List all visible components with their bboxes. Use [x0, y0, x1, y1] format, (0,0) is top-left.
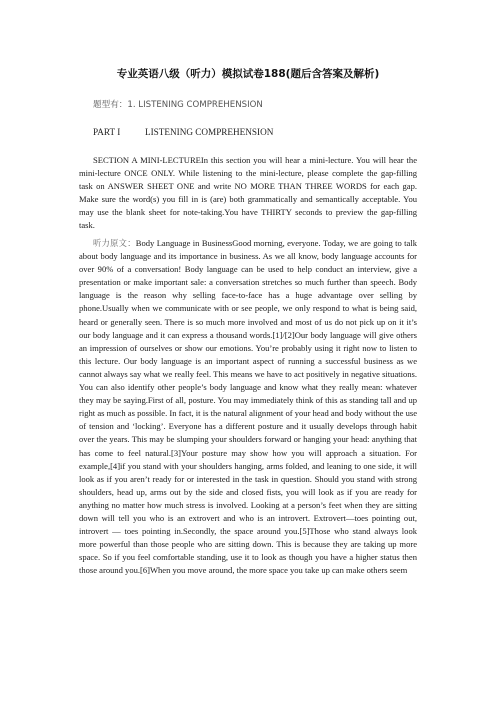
- part-heading: [93, 127, 273, 137]
- transcript-label: 听力原文：: [93, 238, 136, 248]
- transcript-paragraph: [79, 237, 417, 577]
- part-title: LISTENING COMPREHENSION: [145, 127, 274, 137]
- section-instructions: SECTION A MINI-LECTUREIn this section you will hear a mini-lecture. You will hear the mini-lecture ONCE ONLY. While listening to the mini-lecture, please complete the gap-filling task on ANSWER SHEET ONE and write NO MORE THAN THREE WORDS for each gap. Make sure the word(s) you fill in is (are) both grammatically and semantically acceptable. You may use the blank sheet for note-taking.You have THIRTY seconds to preview the gap-filling task.: [79, 155, 417, 231]
- question-type-line: 题型有：1. LISTENING COMPREHENSION: [93, 100, 263, 110]
- part-label: PART I: [93, 127, 121, 137]
- transcript-text: Body Language in BusinessGood morning, everyone. Today, we are going to talk about body language and its importance in business. As we all know, body language accounts for over 90% of a conversation! Body language can be used to help conduct an interview, give a presentation or make important sale: a conversation stretches so much further than speech. Body language is the reason why selling face-to-face has a huge advantage over selling by phone.Usually when we communicate with or see people, we only respond to what is being said, heard or generally seen. There is so much more involved and most of us do not pick up on it it’s our body language and it can express a thousand words.[1]/[2]Our body language will give others an impression of ourselves or show our emotions. You’re probably using it right now to listen to this lecture. Our body language is an important aspect of running a successful business as we cannot always say what we really feel. This means we have to act positively in negative situations. You can also identify other people’s body language and know what they really mean: whatever they may be saying.First of all, posture. You may immediately think of this as standing tall and up right as much as possible. In fact, it is the natural alignment of your head and body without the use of tension and ‘locking’. Everyone has a different posture and it usually develops through habit over the years. This may be slumping your shoulders forward or hanging your head: anything that has come to feel natural.[3]Your posture may show how you will approach a situation. For example,[4]if you stand with your shoulders hanging, arms folded, and leaning to one side, it will look as if you aren’t ready for or interested in the task in question. Should you stand with strong shoulders, head up, arms out by the side and closed fists, you will look as if you are ready for anything no matter how much stress is involved. Looking at a person’s feet when they are sitting down will tell you who is an extrovert and who is an introvert. Extrovert—toes pointing out, introvert — toes pointing in.Secondly, the space around you.[5]Those who stand always look more powerful than those people who are sitting down. This is because they are taking up more space. So if you feel comfortable standing, use it to look as though you have a higher status then those around you.[6]When you move around, the more space you take up can make others seem: [79, 238, 417, 576]
- document-title: 专业英语八级（听力）模拟试卷188(题后含答案及解析): [116, 68, 380, 80]
